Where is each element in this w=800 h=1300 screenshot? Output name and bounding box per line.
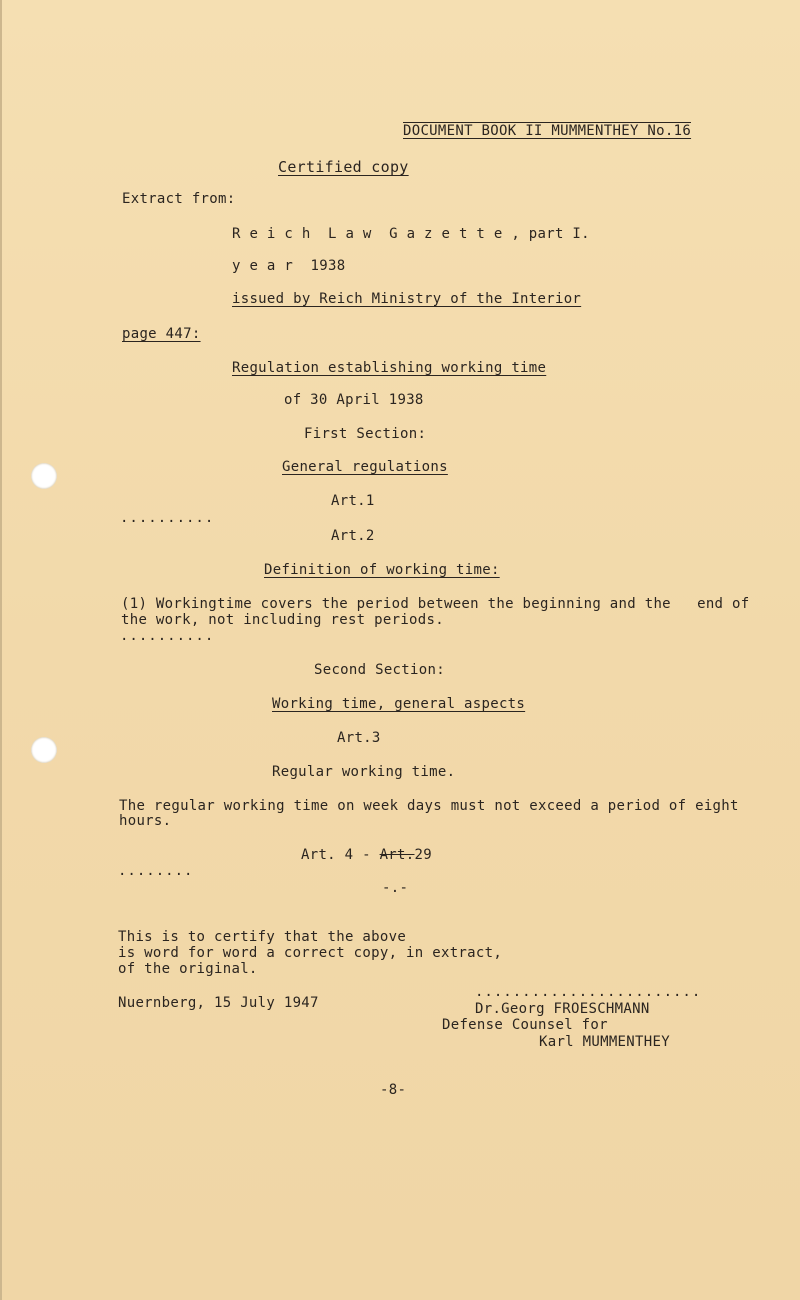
client-name: Karl MUMMENTHEY: [539, 1034, 670, 1050]
omission-dots: ..........: [120, 510, 215, 526]
end-mark: -.-: [382, 880, 409, 896]
article-title: Definition of working time:: [264, 562, 500, 578]
signer-role: Defense Counsel for: [442, 1017, 608, 1033]
regulation-date: of 30 April 1938: [284, 392, 424, 408]
article-heading: Art.2: [331, 528, 375, 544]
article-range: [301, 847, 432, 863]
article-heading: Art.3: [337, 730, 381, 746]
article-text: (1) Workingtime covers the period between the beginning and the end of: [121, 596, 750, 612]
page-number: -8-: [380, 1082, 407, 1098]
section-heading: Second Section:: [314, 662, 445, 678]
regulation-title: Regulation establishing working time: [232, 360, 547, 376]
page-reference: page 447:: [122, 326, 201, 342]
article-range-prefix: Art. 4 -: [301, 847, 380, 863]
certification-text: is word for word a correct copy, in extract,: [118, 945, 503, 961]
place-and-date: Nuernberg, 15 July 1947: [118, 995, 319, 1011]
section-title: Working time, general aspects: [272, 696, 526, 712]
source-gazette: R e i c h L a w G a z e t t e , part I.: [232, 226, 590, 242]
punch-hole: [31, 737, 57, 763]
source-year: y e a r 1938: [232, 258, 346, 274]
article-title: Regular working time.: [272, 764, 456, 780]
article-text: hours.: [119, 813, 172, 829]
certification-text: This is to certify that the above: [118, 929, 407, 945]
extract-label: Extract from:: [122, 191, 236, 207]
article-text: The regular working time on week days must not exceed a period of eight: [119, 798, 739, 814]
section-title: General regulations: [282, 459, 448, 475]
signer-name: Dr.Georg FROESCHMANN: [475, 1001, 650, 1017]
document-reference: DOCUMENT BOOK II MUMMENTHEY No.16: [403, 123, 692, 139]
punch-hole: [31, 463, 57, 489]
omission-dots: ........: [118, 863, 194, 879]
article-heading: Art.1: [331, 493, 375, 509]
document-title: Certified copy: [278, 158, 409, 176]
signature-line: ........................: [475, 984, 702, 1000]
article-text: the work, not including rest periods.: [121, 612, 444, 628]
omission-dots: ..........: [120, 628, 215, 644]
certification-text: of the original.: [118, 961, 258, 977]
section-heading: First Section:: [304, 426, 427, 442]
source-issuer: issued by Reich Ministry of the Interior: [232, 291, 582, 307]
article-range-suffix: 29: [414, 847, 432, 863]
article-range-strikethrough: Art.: [379, 847, 415, 863]
